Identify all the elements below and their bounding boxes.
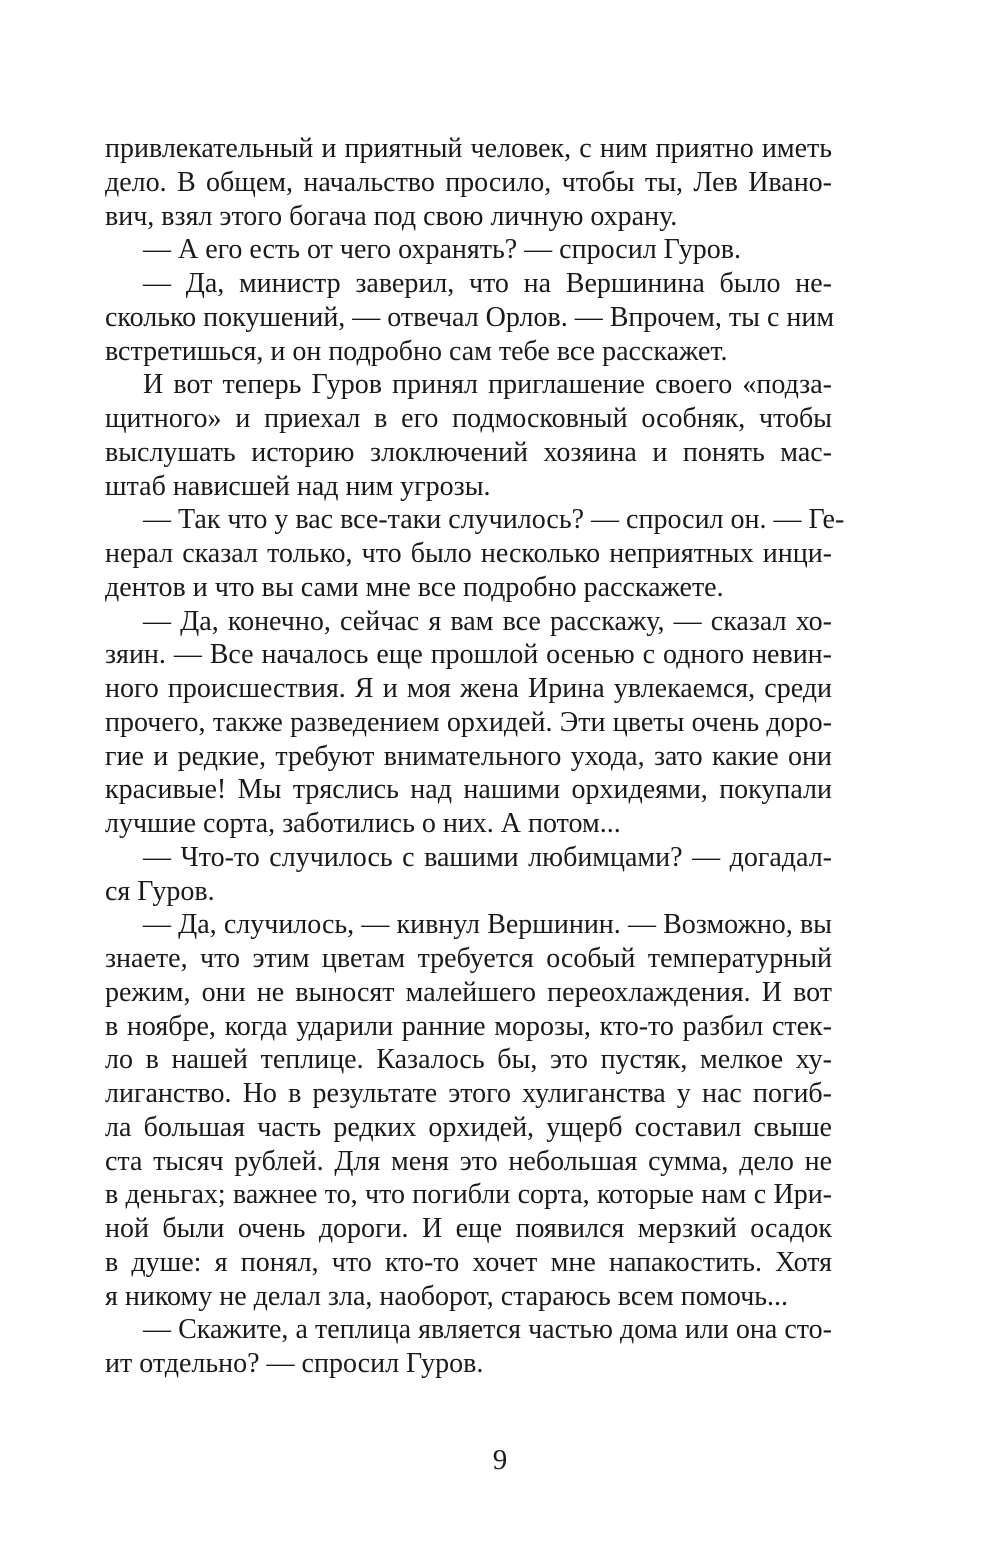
text-line: прочего, также разведением орхидей. Эти цветы очень доро-	[105, 706, 832, 738]
text-line: зяин. — Все началось еще прошлой осенью с одного невин-	[105, 639, 832, 671]
text-line: штаб нависшей над ним угрозы.	[105, 470, 491, 502]
text-line: — Да, случилось, — кивнул Вершинин. — Возможно, вы	[143, 909, 832, 941]
text-line: — Так что у вас все-таки случилось? — спросил он. — Ге-	[143, 504, 845, 536]
text-line: И вот теперь Гуров принял приглашение своего «подза-	[143, 369, 832, 401]
text-line: в душе: я понял, что кто-то хочет мне напакостить. Хотя	[105, 1246, 832, 1278]
text-line: — А его есть от чего охранять? — спросил Гуров.	[143, 234, 742, 266]
text-line: я никому не делал зла, наоборот, стараюсь всем помочь...	[105, 1280, 789, 1312]
text-line: лучшие сорта, заботились о них. А потом...	[105, 808, 621, 839]
text-line: встретишься, и он подробно сам тебе все расскажет.	[105, 335, 728, 367]
text-line: — Что-то случилось с вашими любимцами? — догадал-	[143, 841, 832, 873]
page-number: 9	[492, 1444, 508, 1476]
text-line: режим, они не выносят малейшего переохлаждения. И вот	[105, 976, 832, 1008]
text-line: щитного» и приехал в его подмосковный особняк, чтобы	[105, 403, 832, 434]
text-line: привлекательный и приятный человек, с ним приятно иметь	[105, 133, 832, 164]
text-line: дентов и что вы сами мне все подробно расскажете.	[105, 571, 724, 603]
text-line: ной были очень дороги. И еще появился мерзкий осадок	[105, 1213, 832, 1244]
text-line: — Да, конечно, сейчас я вам все расскажу, — сказал хо-	[143, 605, 832, 637]
text-line: ло в нашей теплице. Казалось бы, это пустяк, мелкое ху-	[105, 1044, 832, 1076]
text-line: в деньгах; важнее то, что погибли сорта, которые нам с Ири-	[105, 1179, 832, 1211]
text-line: ся Гуров.	[105, 875, 215, 907]
text-line: ного происшествия. Я и моя жена Ирина увлекаемся, среди	[105, 673, 832, 704]
text-line: знаете, что этим цветам требуется особый температурный	[105, 943, 832, 974]
text-line: ит отдельно? — спросил Гуров.	[105, 1348, 484, 1379]
text-line: в ноябре, когда ударили ранние морозы, кто-то разбил стек-	[105, 1010, 832, 1042]
text-line: лиганство. Но в результате этого хулиганства у нас погиб-	[105, 1078, 832, 1109]
text-line: — Скажите, а теплица является частью дома или она сто-	[143, 1314, 832, 1346]
text-line: ста тысяч рублей. Для меня это небольшая сумма, дело не	[105, 1145, 832, 1177]
text-line: вич, взял этого богача под свою личную охрану.	[105, 200, 678, 232]
text-line: ла большая часть редких орхидей, ущерб составил свыше	[105, 1111, 832, 1143]
text-line: — Да, министр заверил, что на Вершинина было не-	[143, 268, 832, 299]
body-text	[105, 132, 845, 1381]
text-line: дело. В общем, начальство просило, чтобы ты, Лев Ивано-	[105, 166, 832, 198]
text-line: гие и редкие, требуют внимательного ухода, зато какие они	[105, 740, 832, 772]
text-line: нерал сказал только, что было несколько неприятных инци-	[105, 538, 832, 569]
text-line: красивые! Мы тряслись над нашими орхидеями, покупали	[105, 774, 832, 806]
text-line: выслушать историю злоключений хозяина и понять мас-	[105, 436, 832, 468]
text-line: сколько покушений, — отвечал Орлов. — Впрочем, ты с ним	[105, 301, 835, 333]
